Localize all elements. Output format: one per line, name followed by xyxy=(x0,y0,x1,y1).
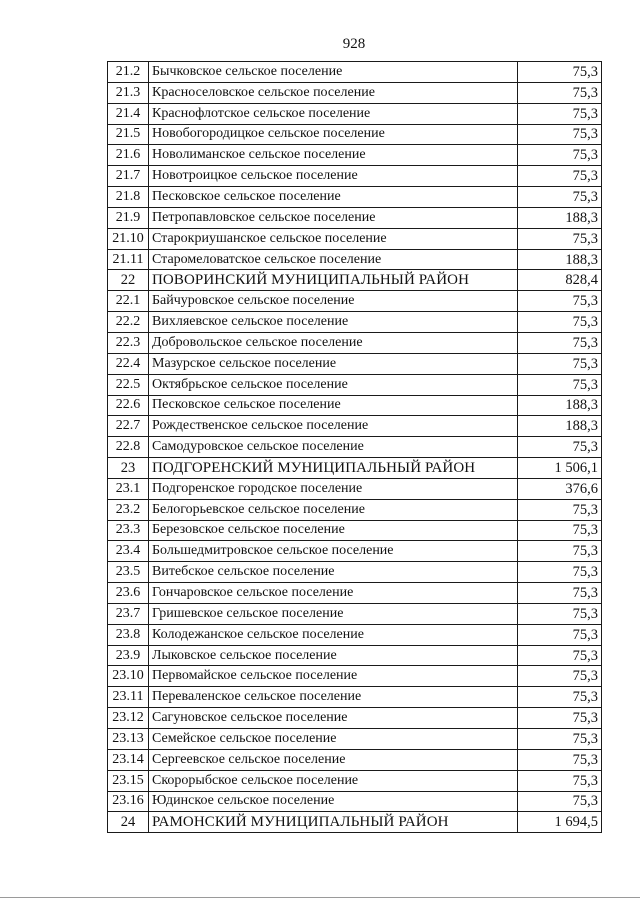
table-body xyxy=(108,62,602,833)
settlement-name-cell: Бычковское сельское поселение xyxy=(149,62,518,83)
row-code-cell: 23.11 xyxy=(108,687,149,708)
row-value-cell: 828,4 xyxy=(518,270,602,291)
table-row xyxy=(108,395,602,416)
district-row xyxy=(108,270,602,291)
row-code-cell: 23.8 xyxy=(108,624,149,645)
table-row xyxy=(108,749,602,770)
table-row xyxy=(108,645,602,666)
table-row xyxy=(108,708,602,729)
table-row xyxy=(108,666,602,687)
settlement-name-cell: Песковское сельское поселение xyxy=(149,187,518,208)
district-row xyxy=(108,458,602,479)
table-row xyxy=(108,624,602,645)
row-code-cell: 23.16 xyxy=(108,791,149,812)
settlement-name-cell: Добровольское сельское поселение xyxy=(149,332,518,353)
settlement-name-cell: Октябрьское сельское поселение xyxy=(149,374,518,395)
settlement-name-cell: Новолиманское сельское поселение xyxy=(149,145,518,166)
table-row xyxy=(108,729,602,750)
settlement-name-cell: Самодуровское сельское поселение xyxy=(149,437,518,458)
row-code-cell: 21.8 xyxy=(108,187,149,208)
settlement-name-cell: Колодежанское сельское поселение xyxy=(149,624,518,645)
settlement-name-cell: Рождественское сельское поселение xyxy=(149,416,518,437)
settlement-name-cell: Мазурское сельское поселение xyxy=(149,353,518,374)
settlement-name-cell: Скорорыбское сельское поселение xyxy=(149,770,518,791)
table-row xyxy=(108,541,602,562)
row-value-cell: 75,3 xyxy=(518,291,602,312)
settlement-name-cell: Подгоренское городское поселение xyxy=(149,478,518,499)
row-value-cell: 75,3 xyxy=(518,82,602,103)
row-code-cell: 22.1 xyxy=(108,291,149,312)
row-code-cell: 23.7 xyxy=(108,603,149,624)
settlement-name-cell: Краснофлотское сельское поселение xyxy=(149,103,518,124)
row-value-cell: 75,3 xyxy=(518,228,602,249)
row-value-cell: 188,3 xyxy=(518,416,602,437)
row-value-cell: 75,3 xyxy=(518,374,602,395)
row-code-cell: 24 xyxy=(108,812,149,833)
table-row xyxy=(108,770,602,791)
row-code-cell: 23.5 xyxy=(108,562,149,583)
district-name-cell: РАМОНСКИЙ МУНИЦИПАЛЬНЫЙ РАЙОН xyxy=(149,812,518,833)
scan-edge-line xyxy=(0,897,640,898)
row-value-cell: 75,3 xyxy=(518,312,602,333)
table-row xyxy=(108,187,602,208)
row-value-cell: 75,3 xyxy=(518,541,602,562)
table-row xyxy=(108,166,602,187)
row-value-cell: 75,3 xyxy=(518,520,602,541)
table-row xyxy=(108,791,602,812)
row-code-cell: 21.3 xyxy=(108,82,149,103)
row-value-cell: 75,3 xyxy=(518,499,602,520)
settlement-name-cell: Витебское сельское поселение xyxy=(149,562,518,583)
settlement-name-cell: Красноселовское сельское поселение xyxy=(149,82,518,103)
settlement-name-cell: Белогорьевское сельское поселение xyxy=(149,499,518,520)
row-value-cell: 75,3 xyxy=(518,624,602,645)
table-row xyxy=(108,207,602,228)
row-code-cell: 23.13 xyxy=(108,729,149,750)
row-code-cell: 23.10 xyxy=(108,666,149,687)
settlement-name-cell: Переваленское сельское поселение xyxy=(149,687,518,708)
row-value-cell: 75,3 xyxy=(518,62,602,83)
row-code-cell: 22.2 xyxy=(108,312,149,333)
row-code-cell: 23.15 xyxy=(108,770,149,791)
settlement-name-cell: Семейское сельское поселение xyxy=(149,729,518,750)
row-code-cell: 23.14 xyxy=(108,749,149,770)
settlement-name-cell: Песковское сельское поселение xyxy=(149,395,518,416)
table-row xyxy=(108,353,602,374)
settlement-name-cell: Сагуновское сельское поселение xyxy=(149,708,518,729)
row-value-cell: 75,3 xyxy=(518,687,602,708)
settlement-name-cell: Первомайское сельское поселение xyxy=(149,666,518,687)
table-row xyxy=(108,499,602,520)
row-value-cell: 75,3 xyxy=(518,166,602,187)
row-code-cell: 21.11 xyxy=(108,249,149,270)
row-code-cell: 22.7 xyxy=(108,416,149,437)
settlement-name-cell: Новобогородицкое сельское поселение xyxy=(149,124,518,145)
row-code-cell: 22.8 xyxy=(108,437,149,458)
table-row xyxy=(108,249,602,270)
row-value-cell: 188,3 xyxy=(518,249,602,270)
row-value-cell: 75,3 xyxy=(518,791,602,812)
row-code-cell: 21.5 xyxy=(108,124,149,145)
table-row xyxy=(108,124,602,145)
table-row xyxy=(108,562,602,583)
row-code-cell: 23.2 xyxy=(108,499,149,520)
row-value-cell: 75,3 xyxy=(518,770,602,791)
table-row xyxy=(108,478,602,499)
row-value-cell: 75,3 xyxy=(518,562,602,583)
settlement-name-cell: Гришевское сельское поселение xyxy=(149,603,518,624)
table-row xyxy=(108,583,602,604)
row-value-cell: 75,3 xyxy=(518,103,602,124)
settlement-name-cell: Лыковское сельское поселение xyxy=(149,645,518,666)
settlement-name-cell: Байчуровское сельское поселение xyxy=(149,291,518,312)
row-code-cell: 23.1 xyxy=(108,478,149,499)
table-row xyxy=(108,416,602,437)
settlement-name-cell: Березовское сельское поселение xyxy=(149,520,518,541)
row-code-cell: 21.9 xyxy=(108,207,149,228)
table-row xyxy=(108,291,602,312)
row-value-cell: 75,3 xyxy=(518,583,602,604)
row-value-cell: 75,3 xyxy=(518,708,602,729)
table-row xyxy=(108,687,602,708)
table-row xyxy=(108,62,602,83)
row-value-cell: 75,3 xyxy=(518,666,602,687)
row-code-cell: 22.6 xyxy=(108,395,149,416)
allocation-table xyxy=(107,61,602,833)
settlement-name-cell: Большедмитровское сельское поселение xyxy=(149,541,518,562)
row-code-cell: 22.3 xyxy=(108,332,149,353)
row-code-cell: 22 xyxy=(108,270,149,291)
table-row xyxy=(108,228,602,249)
table-row xyxy=(108,332,602,353)
table-row xyxy=(108,603,602,624)
district-name-cell: ПОДГОРЕНСКИЙ МУНИЦИПАЛЬНЫЙ РАЙОН xyxy=(149,458,518,479)
row-code-cell: 21.7 xyxy=(108,166,149,187)
row-value-cell: 1 694,5 xyxy=(518,812,602,833)
settlement-name-cell: Старокриушанское сельское поселение xyxy=(149,228,518,249)
row-code-cell: 23.9 xyxy=(108,645,149,666)
row-value-cell: 188,3 xyxy=(518,395,602,416)
row-code-cell: 23 xyxy=(108,458,149,479)
table-row xyxy=(108,103,602,124)
row-value-cell: 376,6 xyxy=(518,478,602,499)
row-value-cell: 75,3 xyxy=(518,145,602,166)
row-value-cell: 75,3 xyxy=(518,729,602,750)
row-code-cell: 23.4 xyxy=(108,541,149,562)
row-value-cell: 188,3 xyxy=(518,207,602,228)
settlement-name-cell: Сергеевское сельское поселение xyxy=(149,749,518,770)
table-row xyxy=(108,82,602,103)
table-row xyxy=(108,520,602,541)
row-code-cell: 21.4 xyxy=(108,103,149,124)
district-name-cell: ПОВОРИНСКИЙ МУНИЦИПАЛЬНЫЙ РАЙОН xyxy=(149,270,518,291)
row-code-cell: 23.3 xyxy=(108,520,149,541)
table-row xyxy=(108,312,602,333)
row-value-cell: 75,3 xyxy=(518,603,602,624)
page-number: 928 xyxy=(342,36,366,52)
row-code-cell: 22.4 xyxy=(108,353,149,374)
row-value-cell: 75,3 xyxy=(518,332,602,353)
settlement-name-cell: Юдинское сельское поселение xyxy=(149,791,518,812)
row-code-cell: 23.12 xyxy=(108,708,149,729)
row-code-cell: 22.5 xyxy=(108,374,149,395)
row-value-cell: 75,3 xyxy=(518,645,602,666)
table-row xyxy=(108,437,602,458)
row-value-cell: 75,3 xyxy=(518,187,602,208)
row-value-cell: 1 506,1 xyxy=(518,458,602,479)
settlement-name-cell: Гончаровское сельское поселение xyxy=(149,583,518,604)
row-value-cell: 75,3 xyxy=(518,749,602,770)
table-row xyxy=(108,145,602,166)
row-code-cell: 21.2 xyxy=(108,62,149,83)
row-value-cell: 75,3 xyxy=(518,124,602,145)
row-value-cell: 75,3 xyxy=(518,437,602,458)
settlement-name-cell: Старомеловатское сельское поселение xyxy=(149,249,518,270)
row-code-cell: 23.6 xyxy=(108,583,149,604)
settlement-name-cell: Новотроицкое сельское поселение xyxy=(149,166,518,187)
district-row xyxy=(108,812,602,833)
settlement-name-cell: Вихляевское сельское поселение xyxy=(149,312,518,333)
row-code-cell: 21.10 xyxy=(108,228,149,249)
row-code-cell: 21.6 xyxy=(108,145,149,166)
row-value-cell: 75,3 xyxy=(518,353,602,374)
settlement-name-cell: Петропавловское сельское поселение xyxy=(149,207,518,228)
table-row xyxy=(108,374,602,395)
